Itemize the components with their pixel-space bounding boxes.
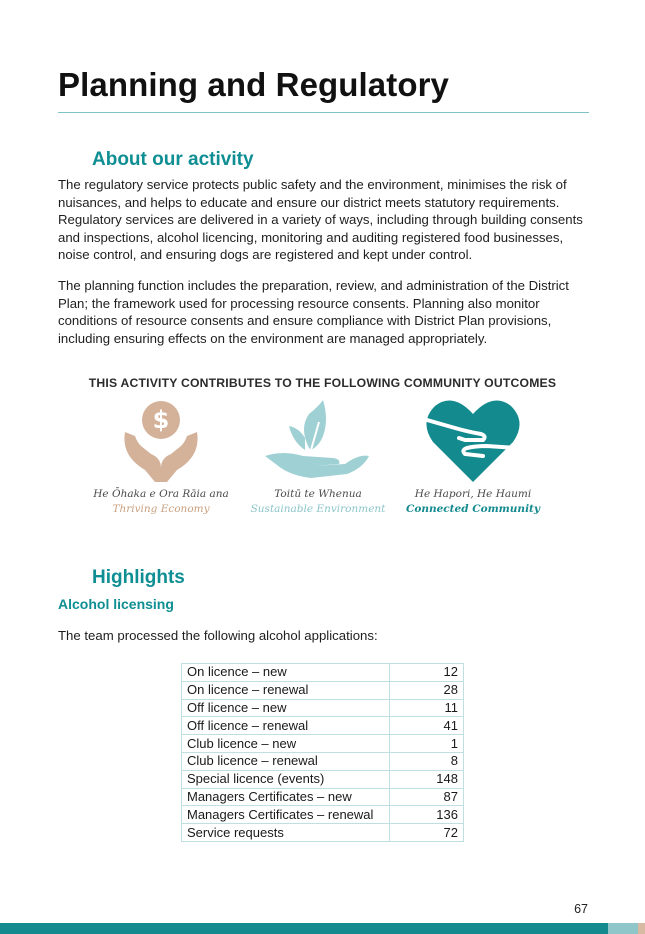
outcome-thriving-economy [86, 398, 236, 515]
outcome-maori-label: He Hapori, He Haumi [414, 488, 532, 500]
about-paragraph-2: The planning function includes the preparation, review, and administration of the District Plan; the framework used for processing resource consents. Planning also monitor conditions of resource consents and ensure compliance with District Plan provisions, including ensuring effects on the environment are managed appropriately. [58, 278, 569, 346]
footer-bar-accent [608, 923, 638, 934]
title-divider [58, 112, 589, 113]
table-row [182, 699, 464, 717]
row-value: 136 [390, 806, 464, 824]
row-label: Club licence – new [182, 735, 390, 753]
outcome-sustainable-environment [243, 398, 393, 515]
about-paragraph-1: The regulatory service protects public safety and the environment, minimises the risk of nuisances, and helps to educate and ensure our district meets statutory requirements. Regulatory services are delivered in a variety of ways, including through building consents and inspections, alcohol licencing, monitoring and auditing registered food businesses, noise control, and ensuring dogs are registered and kept under control. [58, 177, 583, 262]
outcome-maori-label: He Ōhaka e Ora Rāia ana [93, 488, 229, 500]
row-value: 41 [390, 717, 464, 735]
table-row [182, 824, 464, 842]
alcohol-licensing-heading: Alcohol licensing [58, 596, 174, 612]
row-value: 1 [390, 735, 464, 753]
table-row [182, 752, 464, 770]
table-row [182, 806, 464, 824]
row-label: Managers Certificates – new [182, 788, 390, 806]
row-label: Managers Certificates – renewal [182, 806, 390, 824]
highlights-heading: Highlights [92, 567, 185, 588]
hand-leaf-icon [263, 398, 373, 484]
outcome-english-label: Sustainable Environment [250, 503, 386, 515]
row-label: On licence – new [182, 664, 390, 682]
footer-bar [0, 923, 608, 934]
row-label: Service requests [182, 824, 390, 842]
hands-dollar-icon [111, 398, 211, 484]
table-row [182, 735, 464, 753]
svg-text:$: $ [152, 406, 170, 434]
row-value: 72 [390, 824, 464, 842]
row-label: On licence – renewal [182, 681, 390, 699]
row-value: 8 [390, 752, 464, 770]
row-value: 87 [390, 788, 464, 806]
row-value: 11 [390, 699, 464, 717]
page-title: Planning and Regulatory [58, 66, 450, 103]
footer-bar-end [638, 923, 645, 934]
table-row [182, 681, 464, 699]
table-row [182, 770, 464, 788]
row-label: Off licence – new [182, 699, 390, 717]
outcome-english-label: Connected Community [405, 503, 541, 515]
table-row [182, 664, 464, 682]
row-label: Special licence (events) [182, 770, 390, 788]
outcome-connected-community [398, 398, 548, 515]
outcome-english-label: Thriving Economy [112, 503, 210, 515]
about-heading: About our activity [92, 149, 254, 170]
page-number: 67 [574, 902, 588, 916]
table-row [182, 788, 464, 806]
outcomes-heading: THIS ACTIVITY CONTRIBUTES TO THE FOLLOWING COMMUNITY OUTCOMES [88, 376, 557, 390]
row-label: Club licence – renewal [182, 752, 390, 770]
row-value: 148 [390, 770, 464, 788]
heart-hands-icon [425, 398, 521, 484]
table-row [182, 717, 464, 735]
row-value: 12 [390, 664, 464, 682]
row-value: 28 [390, 681, 464, 699]
alcohol-intro-text: The team processed the following alcohol applications: [58, 628, 378, 643]
row-label: Off licence – renewal [182, 717, 390, 735]
alcohol-applications-table [181, 663, 464, 842]
outcome-maori-label: Toitū te Whenua [274, 488, 362, 500]
